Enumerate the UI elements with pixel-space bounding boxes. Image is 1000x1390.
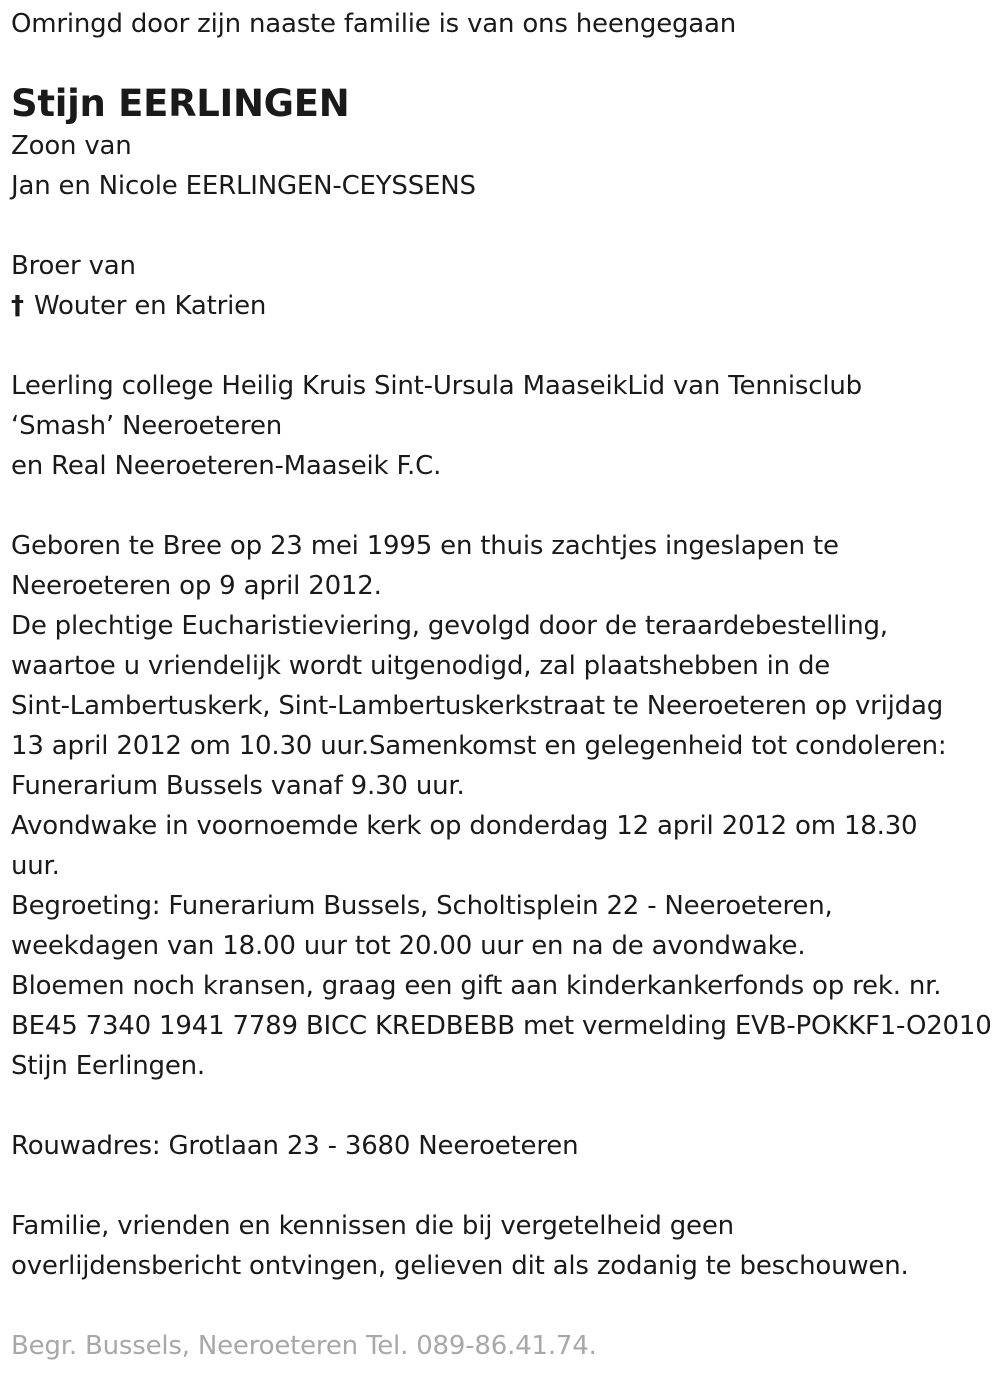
deceased-name: Stijn EERLINGEN <box>11 82 350 125</box>
details-line: Geboren te Bree op 23 mei 1995 en thuis zachtjes ingeslapen te <box>11 531 839 561</box>
spacer <box>11 1166 996 1206</box>
details-line: Bloemen noch kransen, graag een gift aan kinderkankerfonds op rek. nr. <box>11 971 942 1001</box>
details-line: Funerarium Bussels vanaf 9.30 uur. <box>11 771 465 801</box>
son-of-label: Zoon van <box>11 131 132 161</box>
closing-line: Familie, vrienden en kennissen die bij vergetelheid geen <box>11 1211 734 1241</box>
details-line: 13 april 2012 om 10.30 uur.Samenkomst en gelegenheid tot condoleren: <box>11 731 947 761</box>
activities-line: en Real Neeroeteren-Maaseik F.C. <box>11 451 442 481</box>
spacer <box>11 1086 996 1126</box>
cross-icon: † <box>11 291 24 321</box>
details-line: uur. <box>11 851 60 881</box>
details-line: Stijn Eerlingen. <box>11 1051 205 1081</box>
details-line: waartoe u vriendelijk wordt uitgenodigd, zal plaatshebben in de <box>11 651 831 681</box>
spacer <box>11 1286 996 1326</box>
activities-line: Leerling college Heilig Kruis Sint-Ursula MaaseikLid van Tennisclub <box>11 371 862 401</box>
mourning-address: Rouwadres: Grotlaan 23 - 3680 Neeroeteren <box>11 1131 579 1161</box>
intro-text: Omringd door zijn naaste familie is van ons heengegaan <box>11 9 737 39</box>
siblings-names: Wouter en Katrien <box>34 291 267 321</box>
details-line: Neeroeteren op 9 april 2012. <box>11 571 382 601</box>
siblings-line <box>11 286 996 326</box>
death-notice <box>11 4 996 1366</box>
details-line: weekdagen van 18.00 uur tot 20.00 uur en na de avondwake. <box>11 931 806 961</box>
brother-of-label: Broer van <box>11 251 136 281</box>
details-line: Sint-Lambertuskerk, Sint-Lambertuskerkstraat te Neeroeteren op vrijdag <box>11 691 944 721</box>
details-line: De plechtige Eucharistieviering, gevolgd door de teraardebestelling, <box>11 611 888 641</box>
parents-names: Jan en Nicole EERLINGEN-CEYSSENS <box>11 171 476 201</box>
details-line: Begroeting: Funerarium Bussels, Scholtisplein 22 - Neeroeteren, <box>11 891 833 921</box>
closing-line: overlijdensbericht ontvingen, gelieven dit als zodanig te beschouwen. <box>11 1251 909 1281</box>
details-line: BE45 7340 1941 7789 BICC KREDBEBB met vermelding EVB-POKKF1-O2010 <box>11 1011 992 1041</box>
spacer <box>11 326 996 366</box>
activities-line: ‘Smash’ Neeroeteren <box>11 411 283 441</box>
spacer <box>11 486 996 526</box>
spacer <box>11 206 996 246</box>
funeral-home-footer: Begr. Bussels, Neeroeteren Tel. 089-86.41.74. <box>11 1331 597 1361</box>
details-line: Avondwake in voornoemde kerk op donderdag 12 april 2012 om 18.30 <box>11 811 918 841</box>
